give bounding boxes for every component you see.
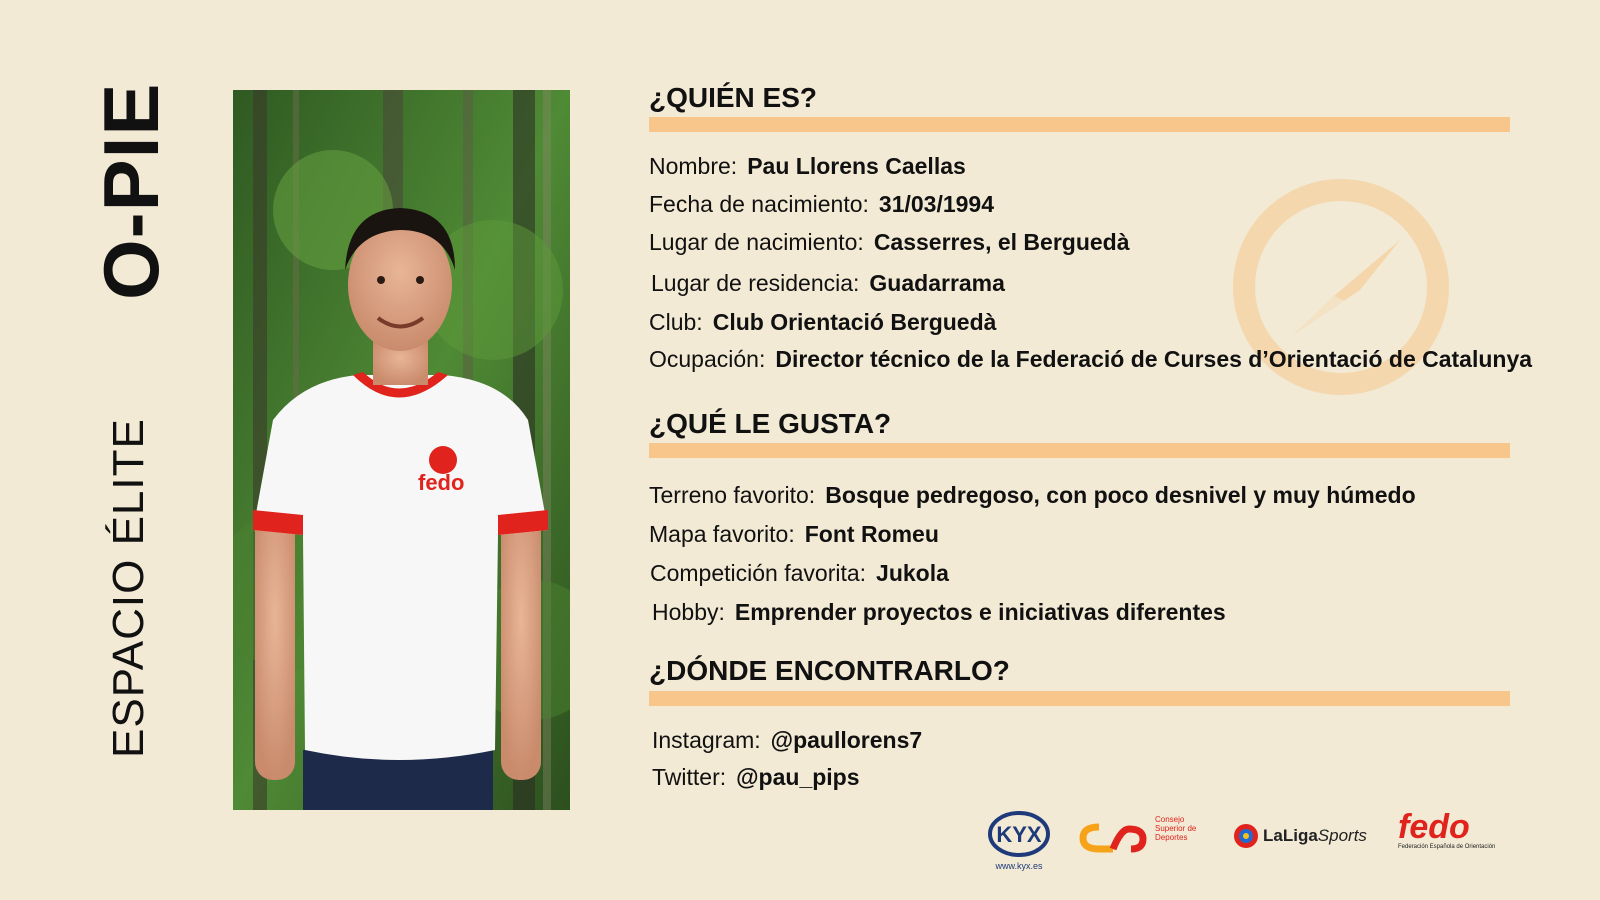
fedo-mark: fedo <box>1398 808 1470 846</box>
field-label: Hobby: <box>652 599 725 625</box>
csd-text: Consejo Superior de Deportes <box>1155 815 1197 842</box>
laliga-sports-text: Sports <box>1317 826 1367 845</box>
instagram-link[interactable]: @paullorens7 <box>770 727 923 753</box>
field-label: Nombre: <box>649 153 738 179</box>
field-birth-place <box>649 229 1130 256</box>
field-value: Jukola <box>876 560 949 586</box>
field-value: Pau Llorens Caellas <box>747 153 966 179</box>
fedo-text: Federación Española de Orientación <box>1398 844 1496 850</box>
field-terrain <box>649 482 1416 509</box>
field-label: Ocupación: <box>649 346 766 372</box>
field-value: Casserres, el Berguedà <box>873 229 1130 255</box>
laliga-text: LaLiga <box>1263 826 1318 845</box>
twitter-link[interactable]: @pau_pips <box>736 764 860 790</box>
field-label: Lugar de residencia: <box>651 270 860 296</box>
brand-subtitle: ESPACIO ÉLITE <box>104 418 153 758</box>
field-club <box>649 309 996 336</box>
field-label: Mapa favorito: <box>649 521 795 547</box>
kyx-url: www.kyx.es <box>995 861 1043 871</box>
field-label: Lugar de nacimiento: <box>649 229 864 255</box>
field-name <box>649 153 966 180</box>
kyx-logo <box>987 810 1051 870</box>
field-value: Guadarrama <box>869 270 1005 296</box>
field-map <box>649 521 939 548</box>
field-value: 31/03/1994 <box>878 191 995 217</box>
field-instagram <box>652 727 922 754</box>
laliga-sports-logo <box>1233 820 1367 852</box>
field-value: Emprender proyectos e iniciativas diferentes <box>734 599 1226 625</box>
field-label: Competición favorita: <box>650 560 867 586</box>
field-competition <box>650 560 949 587</box>
laliga-icon <box>1233 823 1259 849</box>
field-label: Fecha de nacimiento: <box>649 191 869 217</box>
field-hobby <box>652 599 1226 626</box>
field-value: Director técnico de la Federació de Curses d’Orientació de Catalunya <box>775 346 1533 372</box>
field-residence <box>651 270 1005 297</box>
kyx-mark: KYX <box>996 822 1042 847</box>
field-value: Bosque pedregoso, con poco desnivel y muy húmedo <box>825 482 1416 508</box>
svg-text:fedo: fedo <box>418 470 465 495</box>
field-label: Instagram: <box>652 727 761 753</box>
field-twitter <box>652 764 860 791</box>
field-birth-date <box>649 191 994 218</box>
brand-title: O-PIE <box>87 82 175 300</box>
fedo-logo <box>1398 810 1494 858</box>
section-divider <box>649 691 1510 706</box>
field-label: Twitter: <box>652 764 727 790</box>
section-divider <box>649 443 1510 458</box>
section-title-likes: ¿QUÉ LE GUSTA? <box>649 408 892 439</box>
field-occupation <box>649 346 1532 373</box>
section-title-where: ¿DÓNDE ENCONTRARLO? <box>649 655 1010 686</box>
section-divider <box>649 117 1510 132</box>
field-value: Club Orientació Berguedà <box>712 309 997 335</box>
field-value: Font Romeu <box>804 521 939 547</box>
field-label: Club: <box>649 309 703 335</box>
field-label: Terreno favorito: <box>649 482 816 508</box>
athlete-photo <box>233 90 570 810</box>
csd-logo <box>1077 815 1202 859</box>
section-title-who: ¿QUIÉN ES? <box>649 82 818 113</box>
